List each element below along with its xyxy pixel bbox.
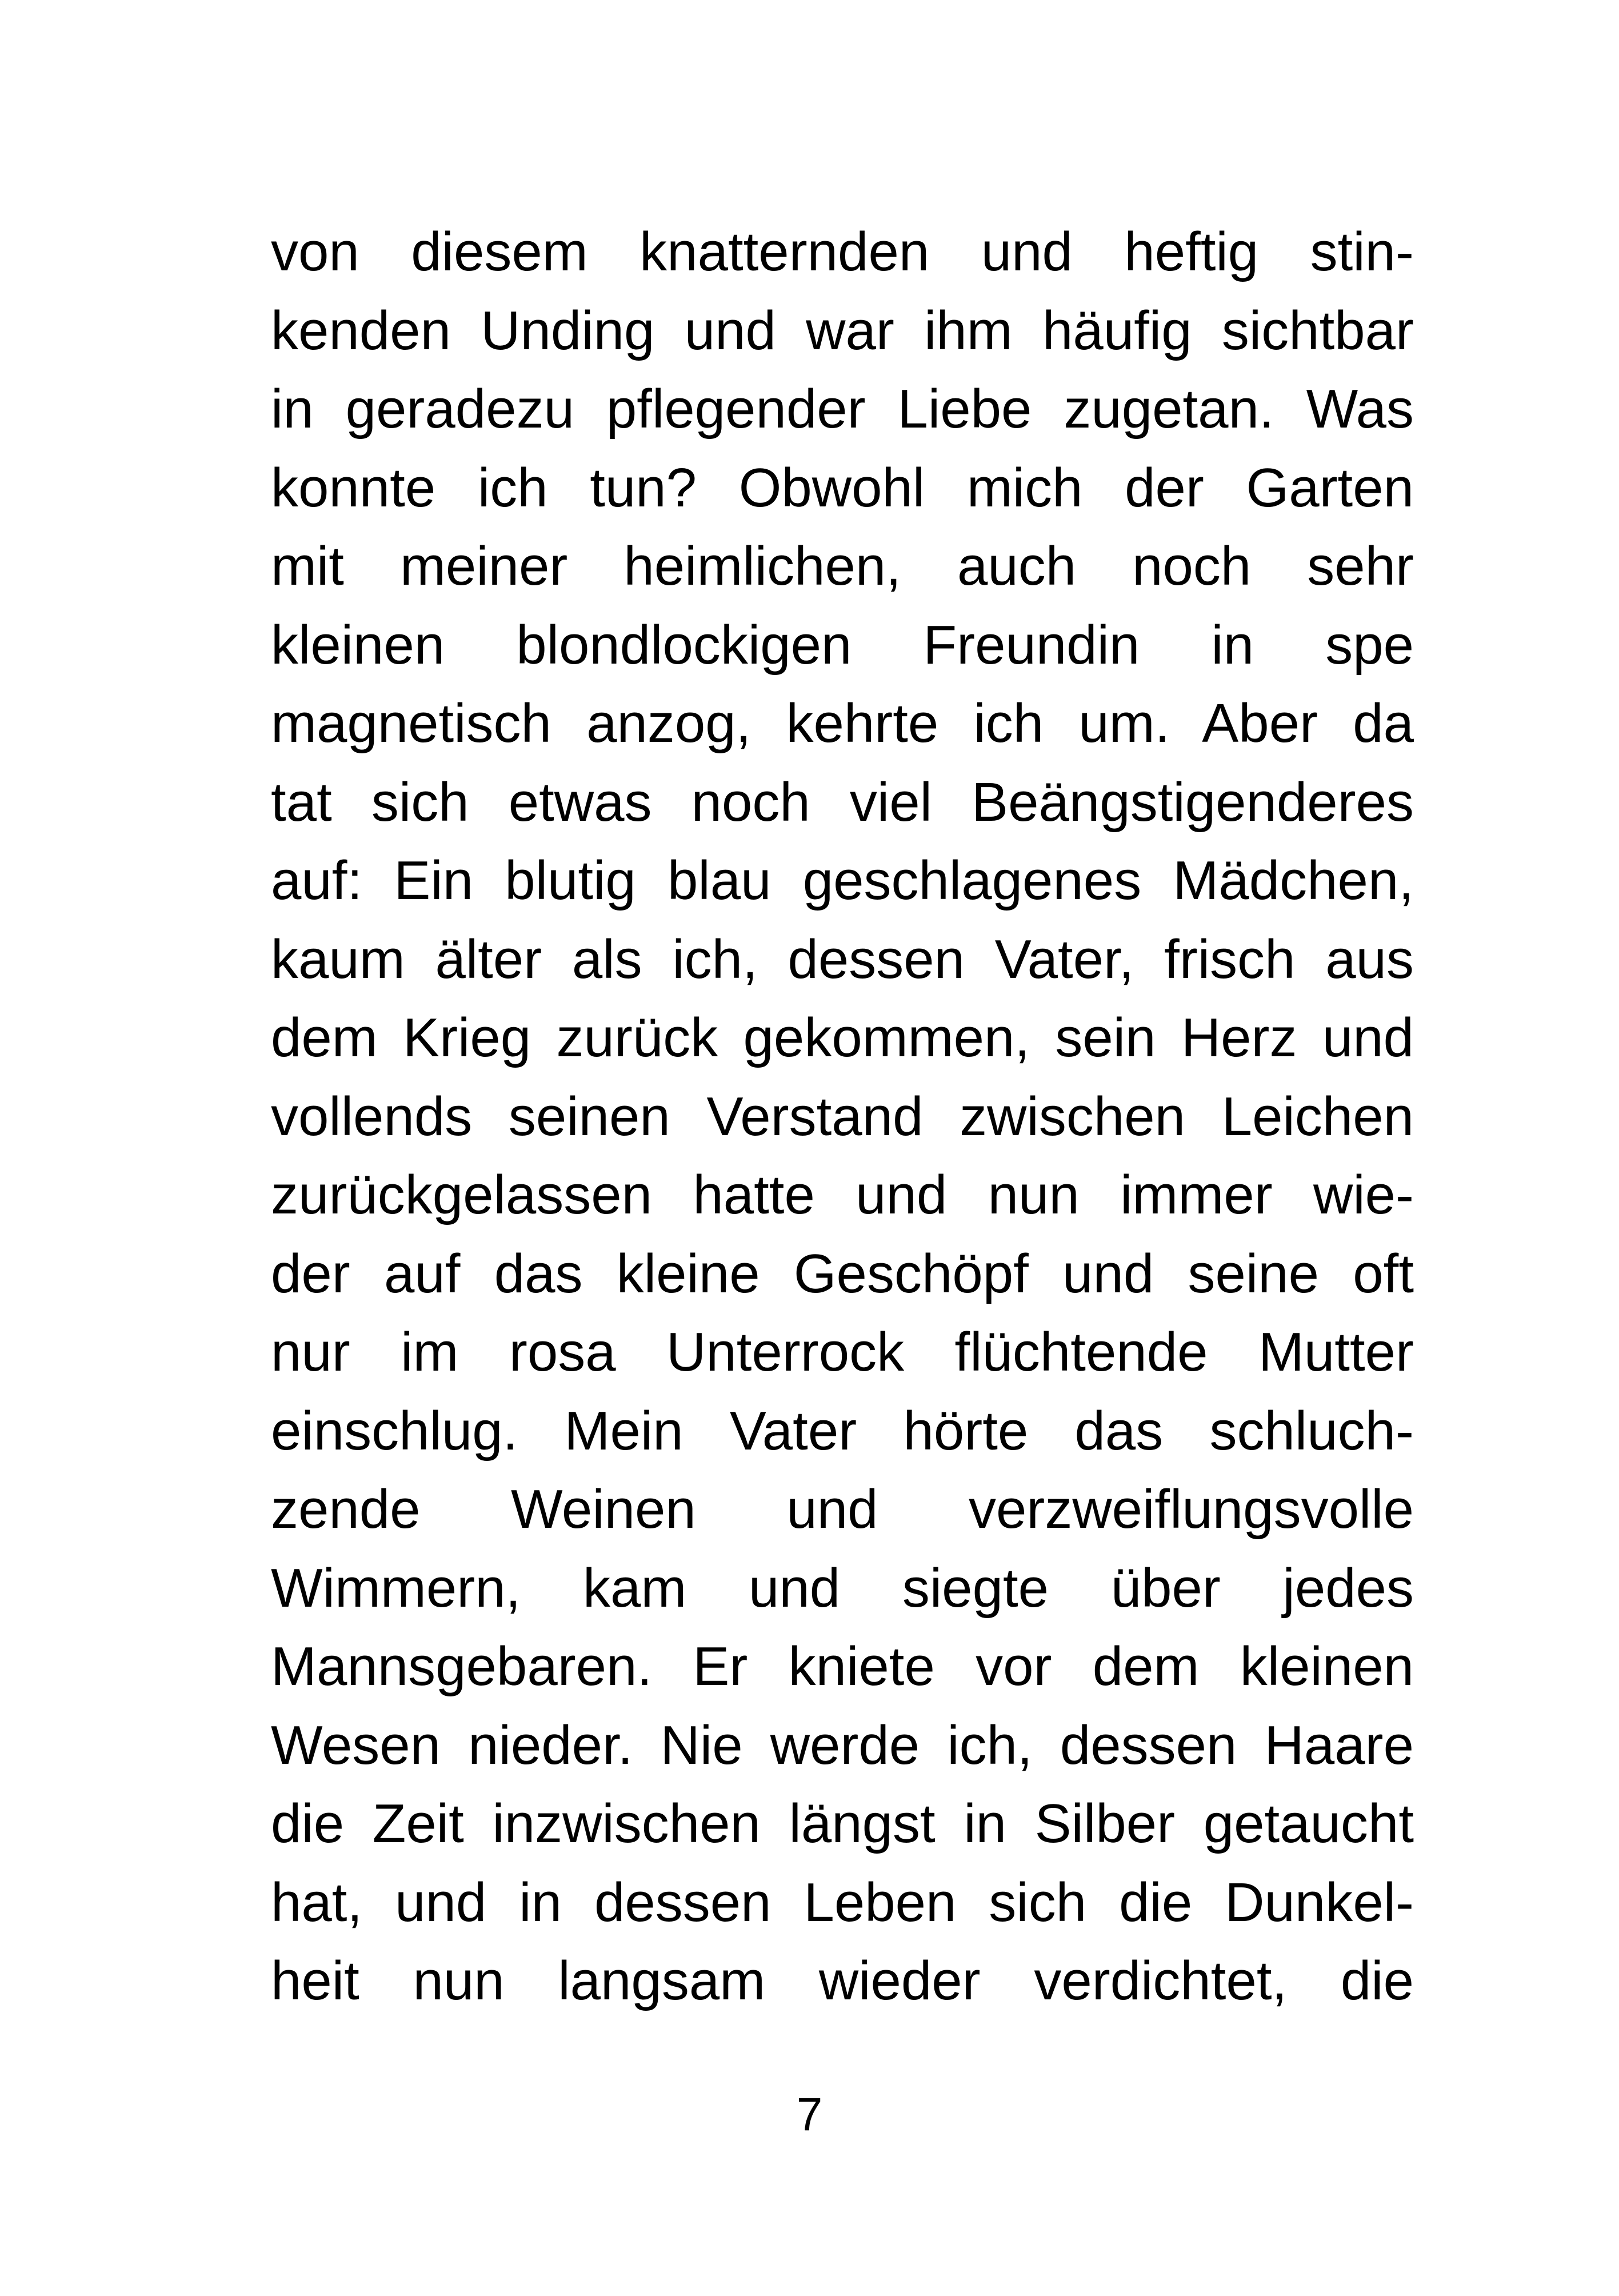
text-line-13: zurückgelassen hatte und nun immer wie- xyxy=(271,1164,1414,1225)
text-line-17: zende Weinen und verzweiflungsvolle xyxy=(271,1479,1414,1540)
text-line-21: die Zeit inzwischen längst in Silber getaucht xyxy=(271,1793,1414,1854)
text-line-22: hat, und in dessen Leben sich die Dunkel- xyxy=(271,1871,1414,1933)
page-number: 7 xyxy=(796,2089,823,2141)
text-line-4: konnte ich tun? Obwohl mich der Garten xyxy=(271,457,1414,518)
text-line-15: nur im rosa Unterrock flüchtende Mutter xyxy=(271,1321,1414,1383)
text-line-19: Mannsgebaren. Er kniete vor dem kleinen xyxy=(271,1636,1414,1697)
text-line-20: Wesen nieder. Nie werde ich, dessen Haare xyxy=(271,1714,1414,1776)
text-line-11: dem Krieg zurück gekommen, sein Herz und xyxy=(271,1007,1414,1068)
text-line-7: magnetisch anzog, kehrte ich um. Aber da xyxy=(271,693,1414,754)
text-line-23: heit nun langsam wieder verdichtet, die xyxy=(271,1950,1414,2011)
text-line-3: in geradezu pflegender Liebe zugetan. Was xyxy=(271,378,1414,440)
text-line-16: einschlug. Mein Vater hörte das schluch- xyxy=(271,1400,1414,1462)
text-line-10: kaum älter als ich, dessen Vater, frisch aus xyxy=(271,928,1414,990)
text-line-6: kleinen blondlockigen Freundin in spe xyxy=(271,614,1414,676)
text-line-18: Wimmern, kam und siegte über jedes xyxy=(271,1557,1414,1619)
text-line-2: kenden Unding und war ihm häufig sichtbar xyxy=(271,300,1414,361)
text-line-14: der auf das kleine Geschöpf und seine oft xyxy=(271,1243,1414,1304)
body-text xyxy=(271,213,1414,2021)
text-line-12: vollends seinen Verstand zwischen Leichen xyxy=(271,1085,1414,1147)
text-line-8: tat sich etwas noch viel Beängstigenderes xyxy=(271,771,1414,833)
text-line-9: auf: Ein blutig blau geschlagenes Mädchen, xyxy=(271,850,1414,911)
text-line-1: von diesem knatternden und heftig stin- xyxy=(271,221,1414,282)
text-line-5: mit meiner heimlichen, auch noch sehr xyxy=(271,536,1414,597)
